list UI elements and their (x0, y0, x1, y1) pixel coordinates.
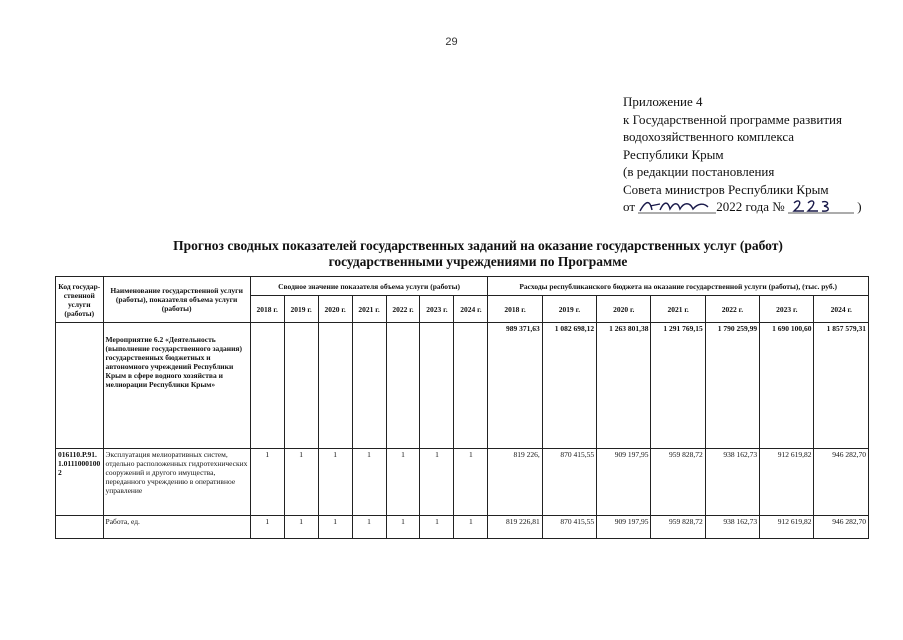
appendix-line: водохозяйственного комплекса (623, 129, 795, 144)
header-name: Наименование государственной услуги (работы), показателя объема услуги (работы) (103, 277, 250, 323)
table-row (56, 516, 869, 539)
handwritten-number (788, 198, 854, 214)
appendix-line: к Государственной программе развития (623, 111, 842, 127)
table-row (56, 449, 869, 516)
date-middle: 2022 года № (716, 199, 785, 214)
handwritten-date-signature (638, 198, 716, 214)
appendix-block (623, 93, 898, 216)
cell-summary: 1 (352, 516, 386, 539)
table-header-row (56, 277, 869, 296)
cell-expense: 938 162,73 (705, 516, 759, 539)
cell-expense: 1 291 769,15 (651, 323, 705, 449)
cell-summary: 1 (284, 516, 318, 539)
cell-expense: 959 828,72 (651, 449, 705, 516)
cell-summary (250, 323, 284, 449)
cell-summary (420, 323, 454, 449)
cell-summary: 1 (420, 516, 454, 539)
cell-summary: 1 (420, 449, 454, 516)
header-year: 2023 г. (760, 296, 814, 323)
appendix-line: Совета министров Республики Крым (623, 181, 829, 197)
page-number: 29 (445, 36, 458, 48)
header-year: 2019 г. (542, 296, 596, 323)
cell-summary: 1 (352, 449, 386, 516)
cell-expense: 1 263 801,38 (597, 323, 651, 449)
cell-expense: 912 619,82 (760, 449, 814, 516)
header-year: 2018 г. (250, 296, 284, 323)
header-year: 2021 г. (352, 296, 386, 323)
cell-expense: 1 690 100,60 (760, 323, 814, 449)
header-year: 2020 г. (597, 296, 651, 323)
header-year: 2019 г. (284, 296, 318, 323)
cell-summary (318, 323, 352, 449)
cell-summary: 1 (454, 449, 488, 516)
cell-summary: 1 (386, 449, 420, 516)
cell-expense: 912 619,82 (760, 516, 814, 539)
cell-summary: 1 (250, 516, 284, 539)
cell-expense: 959 828,72 (651, 516, 705, 539)
cell-expense: 1 082 698,12 (542, 323, 596, 449)
cell-expense: 1 857 579,31 (814, 323, 869, 449)
cell-expense: 819 226,81 (488, 516, 542, 539)
cell-summary (284, 323, 318, 449)
cell-summary (454, 323, 488, 449)
cell-summary: 1 (318, 516, 352, 539)
cell-name: Работа, ед. (103, 516, 250, 539)
cell-code (56, 323, 104, 449)
appendix-line: Республики Крым (623, 146, 724, 162)
header-year: 2021 г. (651, 296, 705, 323)
cell-summary (386, 323, 420, 449)
cell-code (56, 516, 104, 539)
cell-summary: 1 (250, 449, 284, 516)
appendix-line: (в редакции постановления (623, 164, 775, 179)
cell-expense: 938 162,73 (705, 449, 759, 516)
cell-name: Мероприятие 6.2 «Деятельность (выполнение государственного задания) государственных бюджетных и автономного учреждений Республики Крым в сфере водного хозяйства и мелиорации Республики Крым» (103, 323, 250, 449)
cell-expense: 870 415,55 (542, 449, 596, 516)
cell-expense: 819 226, (488, 449, 542, 516)
cell-name: Эксплуатация мелиоративных систем, отдельно расположенных гидротехнических сооружений и другого имущества, переданного учреждению в оперативное управление (103, 449, 250, 516)
header-year: 2018 г. (488, 296, 542, 323)
appendix-date-line (623, 198, 898, 216)
header-year: 2020 г. (318, 296, 352, 323)
date-suffix: ) (857, 199, 862, 214)
cell-expense: 989 371,63 (488, 323, 542, 449)
header-year: 2023 г. (420, 296, 454, 323)
header-year: 2022 г. (705, 296, 759, 323)
cell-summary: 1 (454, 516, 488, 539)
cell-expense: 946 282,70 (814, 449, 869, 516)
cell-code: 016110.Р.91.1.01110001002 (56, 449, 104, 516)
cell-summary: 1 (318, 449, 352, 516)
header-year: 2024 г. (814, 296, 869, 323)
table-row (56, 323, 869, 449)
date-prefix: от (623, 199, 636, 214)
cell-summary: 1 (386, 516, 420, 539)
header-expense-group: Расходы республиканского бюджета на оказание государственной услуги (работы), (тыс. руб.) (488, 277, 869, 296)
cell-summary: 1 (284, 449, 318, 516)
header-year: 2022 г. (386, 296, 420, 323)
cell-expense: 909 197,95 (597, 516, 651, 539)
cell-expense: 870 415,55 (542, 516, 596, 539)
document-title: Прогноз сводных показателей государственных заданий на оказание государственных услуг (работ) государственными учреждениями по Программе (173, 238, 783, 269)
cell-summary (352, 323, 386, 449)
header-summary-group: Сводное значение показателя объема услуги (работы) (250, 277, 488, 296)
cell-expense: 909 197,95 (597, 449, 651, 516)
header-code: Код государ-ственной услуги (работы) (56, 277, 104, 323)
appendix-line: Приложение 4 (623, 94, 703, 109)
cell-expense: 1 790 259,99 (705, 323, 759, 449)
forecast-table (55, 276, 869, 539)
header-year: 2024 г. (454, 296, 488, 323)
cell-expense: 946 282,70 (814, 516, 869, 539)
